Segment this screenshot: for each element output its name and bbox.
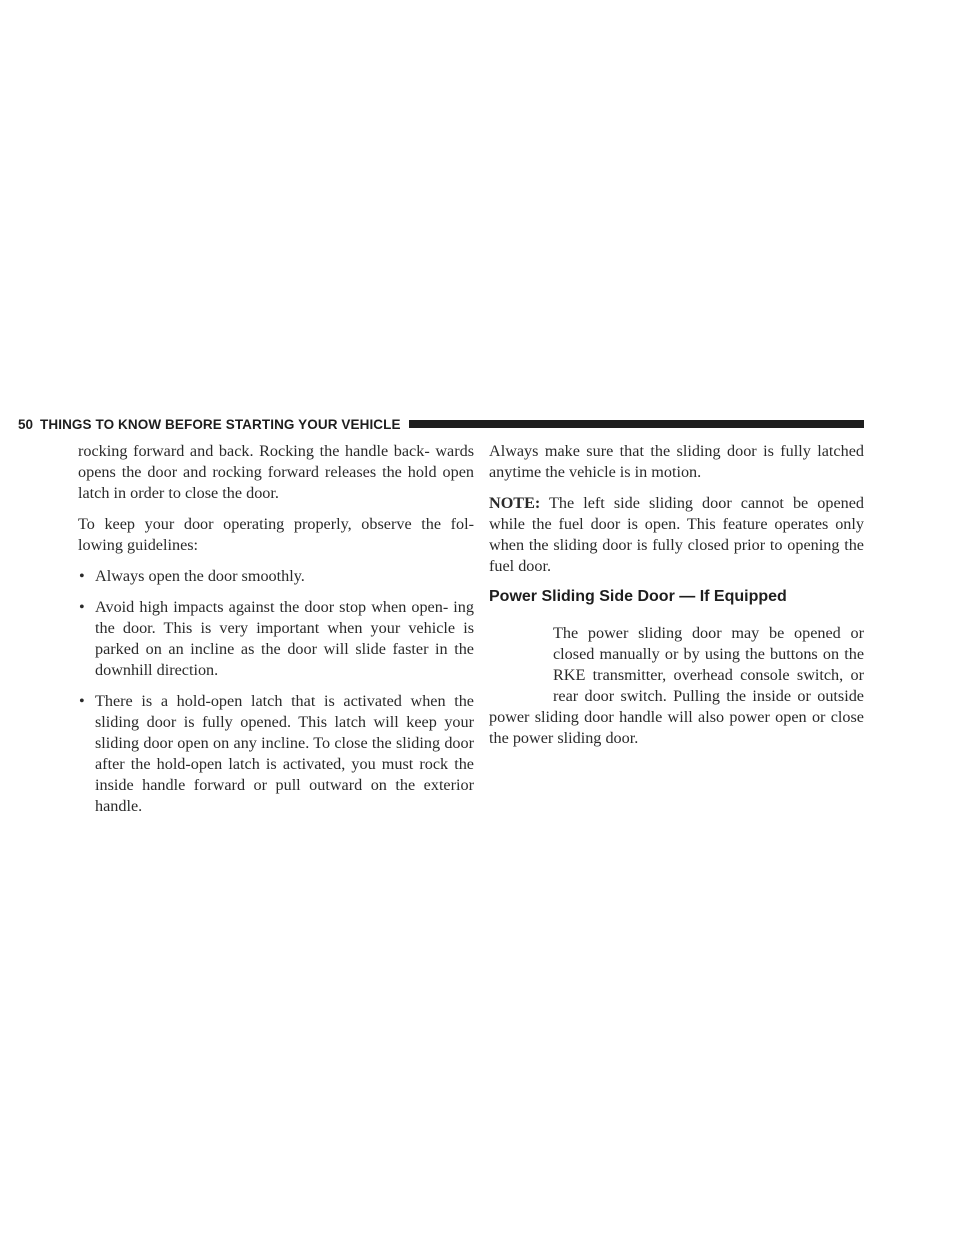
paragraph-latched: Always make sure that the sliding door is fully latched anytime the vehicle is in motion.: [489, 442, 864, 481]
list-item-text: There is a hold-open latch that is activated when the sliding door is fully opened. This latch will keep your sliding door open on any incline. To close the sliding door after the hold-open latch is activated, you must rock the inside handle forward or pull outward on the exterior handle.: [95, 692, 474, 815]
list-item: [78, 597, 474, 681]
page-header: [18, 415, 864, 433]
page-number: 50: [18, 416, 34, 432]
bullet-icon: •: [79, 567, 85, 585]
bullet-icon: •: [79, 692, 85, 710]
power-door-icon-space: [489, 623, 553, 705]
note-text: The left side sliding door cannot be opened while the fuel door is open. This feature operates only when the sliding door is fully closed prior to opening the fuel door.: [489, 494, 864, 575]
list-item-text: Avoid high impacts against the door stop when open- ing the door. This is very important when your vehicle is parked on an incline as the door will slide faster in the downhill direction.: [95, 598, 474, 679]
chapter-title: THINGS TO KNOW BEFORE STARTING YOUR VEHICLE: [40, 416, 401, 432]
section-heading: Power Sliding Side Door — If Equipped: [489, 588, 787, 605]
paragraph-guidelines-intro: To keep your door operating properly, observe the fol- lowing guidelines:: [78, 515, 474, 554]
paragraph-rocking-handle: rocking forward and back. Rocking the handle back- wards opens the door and rocking forward releases the hold open latch in order to close the door.: [78, 442, 474, 502]
header-rule: [409, 420, 864, 428]
list-item: [78, 691, 474, 817]
right-column: [489, 441, 864, 759]
bullet-icon: •: [79, 598, 85, 616]
paragraph-power-sliding-door: The power sliding door may be opened or closed manually or by using the buttons on the RKE transmitter, overhead console switch, or rear door switch. Pulling the inside or outside power sliding door handle will also power open or close the power sliding door.: [489, 624, 864, 747]
guidelines-list: [78, 566, 474, 817]
list-item-text: Always open the door smoothly.: [95, 567, 305, 585]
note-paragraph: [489, 493, 864, 577]
note-label: NOTE:: [489, 494, 541, 512]
left-column: [78, 441, 474, 827]
list-item: [78, 566, 474, 587]
